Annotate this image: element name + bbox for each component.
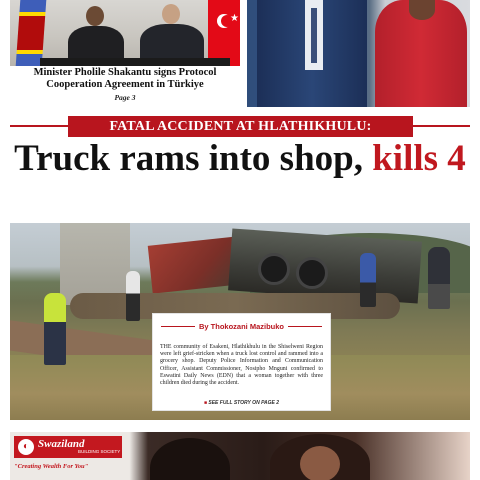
- ad-model-face: [300, 446, 340, 480]
- minister-head: [86, 6, 104, 26]
- ad-brand-subtitle: BUILDING SOCIETY: [78, 449, 121, 454]
- story-box: [153, 314, 330, 410]
- ad-logo: [14, 436, 122, 458]
- headline-accent: kills 4: [372, 138, 466, 179]
- signing-ceremony-photo[interactable]: [10, 0, 240, 66]
- official-head: [162, 4, 180, 24]
- banner-rule-left: [10, 125, 68, 127]
- byline: By Thokozani Mazibuko: [198, 322, 284, 331]
- byline-rule: [288, 326, 322, 327]
- building-society-advert[interactable]: [10, 432, 470, 480]
- bystander-figure: [428, 247, 450, 309]
- bystander-figure: [360, 253, 376, 307]
- ad-model-figure: [150, 438, 230, 480]
- ad-tagline: "Creating Wealth For You": [14, 463, 89, 470]
- truck-wheel: [258, 253, 290, 285]
- lead-headline[interactable]: [10, 140, 470, 177]
- bystander-figure: [126, 271, 140, 321]
- story-body: THE community of Esakeni, Hlathikhulu in the Shiselweni Region were left grief-stricken when a truck lost control and rammed into a grocery shop. Deputy Police Information and Communication Officer, Assistant Commissioner, Nosipho Mnguni confirmed to Eswatini Daily News (EDN) that a woman together with three children died during the accident.: [160, 344, 323, 387]
- swazi-building-society-logo-icon: ◐: [18, 439, 34, 455]
- headline-main: Truck rams into shop,: [14, 138, 373, 179]
- top-story-page-ref: Page 3: [114, 93, 136, 102]
- truck-wheel: [296, 257, 328, 289]
- top-story-caption[interactable]: Minister Pholile Shakantu signs Protocol Cooperation Agreement in Türkiye: [33, 67, 217, 90]
- square-bullet-icon: ■: [203, 400, 207, 406]
- section-banner: FATAL ACCIDENT AT HLATHIKHULU:: [68, 116, 413, 137]
- woman-face: [409, 0, 435, 20]
- signing-table: [40, 58, 230, 66]
- banner-rule-right: [413, 125, 470, 127]
- police-officer-figure: [44, 293, 66, 365]
- delegation-photo[interactable]: [247, 0, 470, 107]
- ad-brand-name: Swaziland: [38, 438, 85, 450]
- see-full-story-label: SEE FULL STORY ON PAGE 2: [208, 400, 280, 406]
- turkey-flag: ★: [208, 0, 240, 66]
- see-full-story-link[interactable]: [153, 400, 330, 406]
- tie: [311, 8, 317, 63]
- eswatini-flag: [16, 0, 47, 66]
